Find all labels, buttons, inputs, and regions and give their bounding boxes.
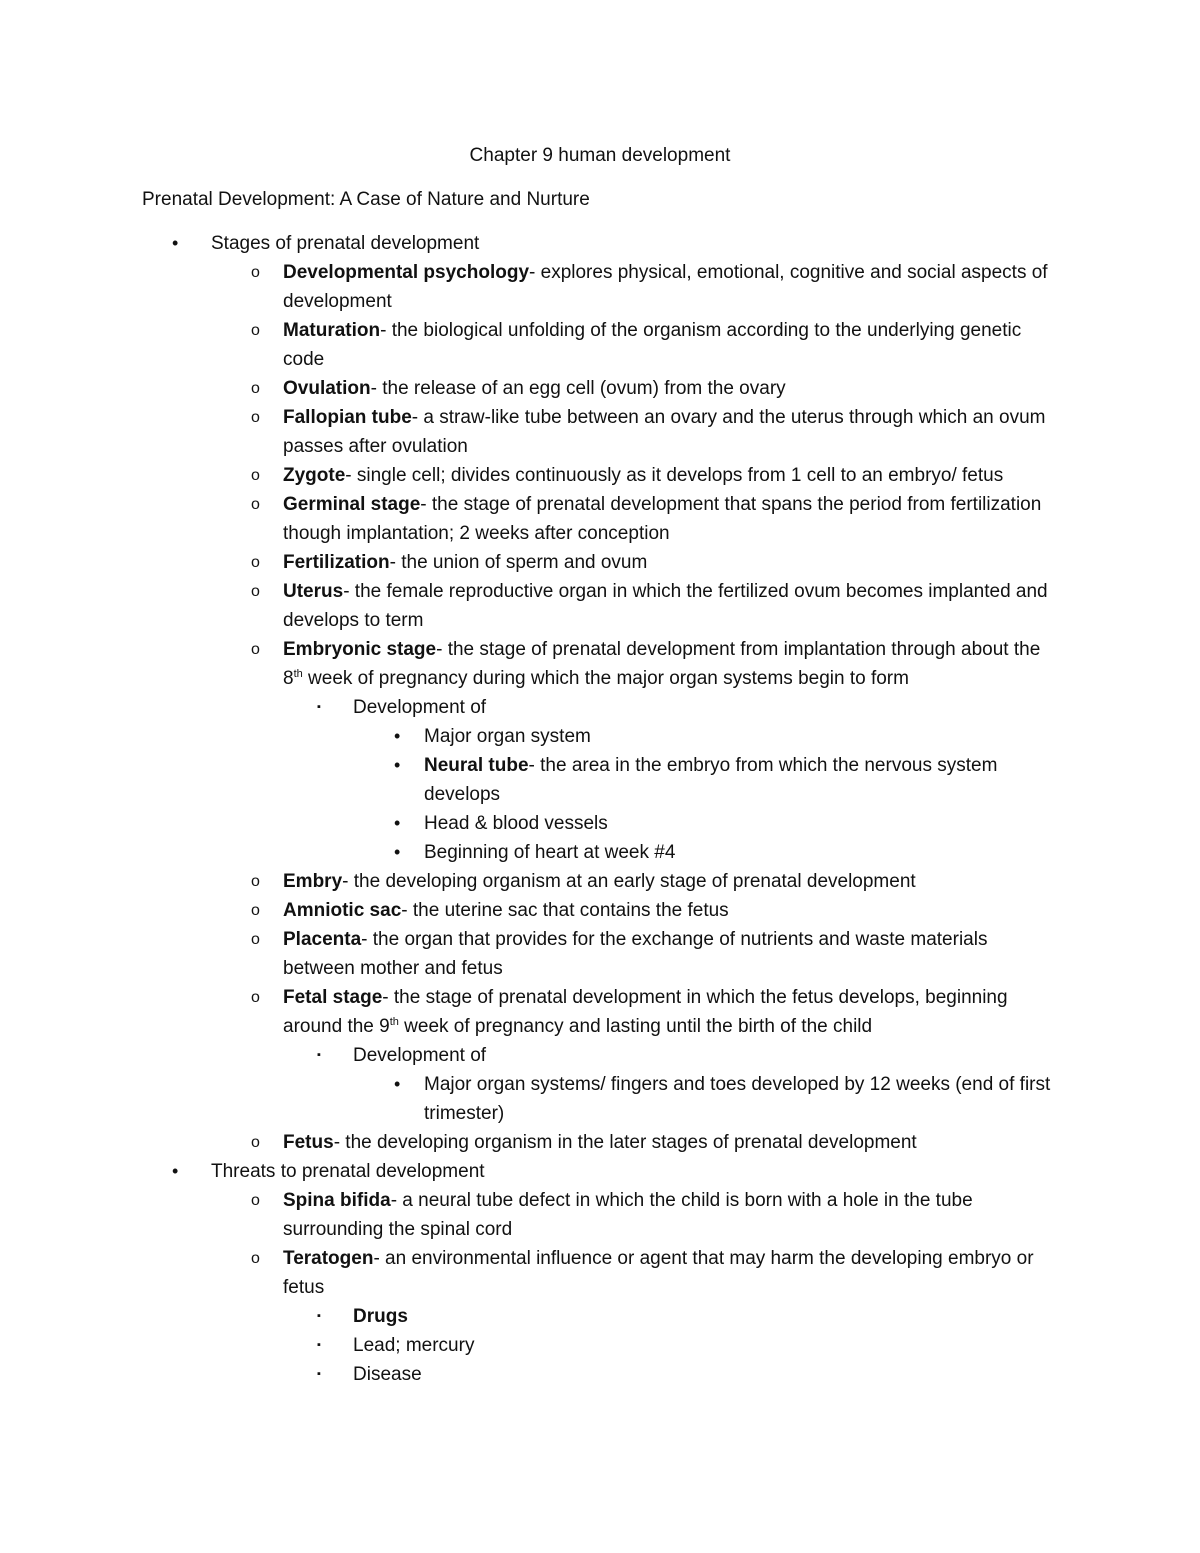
bullet-marker: • xyxy=(394,842,401,862)
definition: - the area in the embryo from which the nervous system develops xyxy=(424,755,998,805)
list-item-spina-bifida xyxy=(0,1186,1063,1244)
bullet-marker: • xyxy=(172,1161,179,1181)
term: Uterus xyxy=(283,581,344,602)
list-item-developmental-psychology xyxy=(0,258,1063,316)
list-item-neural-tube xyxy=(0,751,1064,809)
list-item-teratogen xyxy=(0,1244,1063,1302)
list-item-stages xyxy=(0,229,1071,258)
definition: - single cell; divides continuously as it develops from 1 cell to an embryo/ fetus xyxy=(345,465,1004,486)
definition: - the union of sperm and ovum xyxy=(389,552,648,573)
bullet-marker: • xyxy=(394,726,401,746)
definition: - the uterine sac that contains the fetus xyxy=(401,900,729,921)
circle-marker: o xyxy=(251,1192,260,1209)
circle-marker: o xyxy=(251,496,260,513)
list-item-maturation xyxy=(0,316,1063,374)
list-item-major-organ-system xyxy=(0,722,1064,751)
square-marker: ▪ xyxy=(317,1368,321,1380)
bullet-marker: • xyxy=(394,1074,401,1094)
definition: - the organ that provides for the exchange of nutrients and waste materials between mother and fetus xyxy=(283,929,988,979)
list-item-amniotic-sac xyxy=(0,896,1063,925)
list-item-zygote xyxy=(0,461,1063,490)
ordinal-suffix: th xyxy=(293,668,303,680)
circle-marker: o xyxy=(251,322,260,339)
list-item-placenta xyxy=(0,925,1063,983)
definition: - the stage of prenatal development in which the fetus develops, beginning around the 9 xyxy=(283,987,1008,1037)
circle-marker: o xyxy=(251,554,260,571)
term: Amniotic sac xyxy=(283,900,402,921)
list-item-label: Drugs xyxy=(353,1306,408,1327)
term: Placenta xyxy=(283,929,362,950)
circle-marker: o xyxy=(251,641,260,658)
circle-marker: o xyxy=(251,873,260,890)
circle-marker: o xyxy=(251,264,260,281)
circle-marker: o xyxy=(251,1134,260,1151)
definition: - the biological unfolding of the organism according to the underlying genetic code xyxy=(283,320,1022,370)
definition-continued: week of pregnancy and lasting until the birth of the child xyxy=(398,1016,873,1037)
circle-marker: o xyxy=(251,467,260,484)
list-item-fetal-stage xyxy=(0,983,1063,1041)
list-item-label: Threats to prenatal development xyxy=(211,1161,485,1182)
list-item-embry xyxy=(0,867,1063,896)
circle-marker: o xyxy=(251,1250,260,1267)
definition: - an environmental influence or agent that may harm the developing embryo or fetus xyxy=(283,1248,1034,1298)
definition: - the developing organism at an early stage of prenatal development xyxy=(342,871,916,892)
list-item-development-of xyxy=(0,1041,1053,1070)
term: Fallopian tube xyxy=(283,407,412,428)
bullet-marker: • xyxy=(172,233,179,253)
list-item-germinal-stage xyxy=(0,490,1063,548)
square-marker: ▪ xyxy=(317,1049,321,1061)
term: Fertilization xyxy=(283,552,390,573)
circle-marker: o xyxy=(251,931,260,948)
bullet-marker: • xyxy=(394,755,401,775)
document-title: Chapter 9 human development xyxy=(469,145,731,166)
term: Fetus xyxy=(283,1132,334,1153)
term: Neural tube xyxy=(424,755,529,776)
definition: - the stage of prenatal development from implantation through about the 8 xyxy=(283,639,1041,689)
bullet-marker: • xyxy=(394,813,401,833)
list-item-label: Major organ systems/ fingers and toes developed by 12 weeks (end of first trimester) xyxy=(424,1074,1051,1124)
term: Embry xyxy=(283,871,343,892)
term: Developmental psychology xyxy=(283,262,530,283)
list-item-head-blood-vessels xyxy=(0,809,1064,838)
definition-continued: week of pregnancy during which the major organ systems begin to form xyxy=(302,668,909,689)
list-item-label: Disease xyxy=(353,1364,422,1385)
list-item-label: Stages of prenatal development xyxy=(211,233,480,254)
circle-marker: o xyxy=(251,409,260,426)
notes-list xyxy=(0,229,1200,1389)
list-item-drugs xyxy=(0,1302,1053,1331)
definition: - the developing organism in the later stages of prenatal development xyxy=(333,1132,917,1153)
list-item-development-of xyxy=(0,693,1053,722)
definition: - a neural tube defect in which the child is born with a hole in the tube surrounding the spinal cord xyxy=(283,1190,973,1240)
square-marker: ▪ xyxy=(317,701,321,713)
term: Teratogen xyxy=(283,1248,374,1269)
list-item-uterus xyxy=(0,577,1063,635)
term: Embryonic stage xyxy=(283,639,437,660)
circle-marker: o xyxy=(251,380,260,397)
list-item-heart xyxy=(0,838,1064,867)
definition: - the release of an egg cell (ovum) from the ovary xyxy=(370,378,786,399)
term: Ovulation xyxy=(283,378,371,399)
list-item-fallopian-tube xyxy=(0,403,1063,461)
square-marker: ▪ xyxy=(317,1339,321,1351)
list-item-label: Development of xyxy=(353,697,487,718)
circle-marker: o xyxy=(251,902,260,919)
square-marker: ▪ xyxy=(317,1310,321,1322)
circle-marker: o xyxy=(251,583,260,600)
term: Zygote xyxy=(283,465,346,486)
list-item-fertilization xyxy=(0,548,1063,577)
list-item-threats xyxy=(0,1157,1071,1186)
term: Spina bifida xyxy=(283,1190,391,1211)
list-item-disease xyxy=(0,1360,1053,1389)
list-item-label: Head & blood vessels xyxy=(424,813,608,834)
term: Germinal stage xyxy=(283,494,421,515)
definition: - explores physical, emotional, cognitive and social aspects of development xyxy=(283,262,1048,312)
list-item-label: Beginning of heart at week #4 xyxy=(424,842,676,863)
list-item-ovulation xyxy=(0,374,1063,403)
list-item-lead-mercury xyxy=(0,1331,1053,1360)
list-item-major-organ-systems xyxy=(0,1070,1064,1128)
ordinal-suffix: th xyxy=(389,1016,399,1028)
definition: - a straw-like tube between an ovary and the uterus through which an ovum passes after ovulation xyxy=(283,407,1046,457)
term: Fetal stage xyxy=(283,987,383,1008)
definition: - the female reproductive organ in which the fertilized ovum becomes implanted and develops to term xyxy=(283,581,1048,631)
term: Maturation xyxy=(283,320,381,341)
list-item-label: Major organ system xyxy=(424,726,591,747)
list-item-embryonic-stage xyxy=(0,635,1063,693)
definition: - the stage of prenatal development that spans the period from fertilization though implantation; 2 weeks after conception xyxy=(283,494,1042,544)
list-item-label: Development of xyxy=(353,1045,487,1066)
list-item-fetus xyxy=(0,1128,1063,1157)
section-heading: Prenatal Development: A Case of Nature and Nurture xyxy=(142,189,590,210)
circle-marker: o xyxy=(251,989,260,1006)
list-item-label: Lead; mercury xyxy=(353,1335,475,1356)
